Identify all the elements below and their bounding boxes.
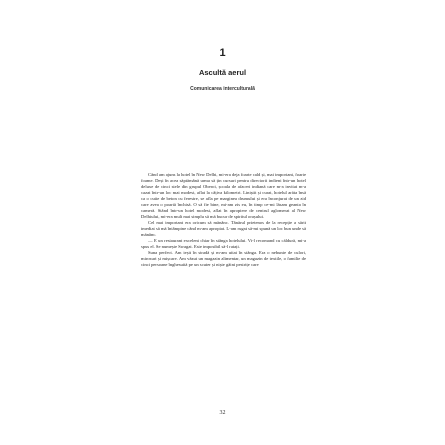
body-text: [141, 172, 306, 268]
paragraph: Suna perfect. Am ieșit în stradă și m-am uitat în stânga. Era o nebunie de culori, mirosuri și mișcare. Am văzut un magazin alimentar, un magazin de textile, o familie de cinci persoane înghesuită pe un scuter și niște găini pestrițe care: [141, 250, 306, 267]
chapter-number: 1: [219, 47, 226, 59]
page-number: 32: [219, 410, 226, 416]
paragraph: Cel mai important era oricum să mănânc. Tânărul prietenos de la recepție a sărit imediat să mă întâmpine când m-am apropiat. L-am rugat să-mi spună un loc bun unde să mănânc.: [141, 220, 306, 237]
paragraph: Când am ajuns la hotel în New Delhi, mi-era deja foarte cald și, mai important, foarte foame. Deși în acea săptămână urma să țin cursuri pentru directorii indieni într-un hotel deluxe de cinci stele din grupul Oberoi, școala de afaceri indiană care m-a invitat m-a cazat într-un loc mai modest, aflat la câțiva kilometri. Liniștit și curat, hotelul arăta însă ca o cutie de beton cu ferestre, se afla pe marginea drumului și era înconjurat de un zid care avea o poartă închisă. O să fie bine, mi-am zis eu, în timp ce-mi lăsam geanta în cameră. Stând într-un hotel modest, aflat în apropiere de centrul aglomerat al New Delhiului, mi-era mult mai simplu să mă bucur de spiritul orașului.: [141, 172, 306, 219]
chapter-subtitle: Comunicarea interculturală: [190, 86, 255, 92]
paragraph: — E un restaurant excelent chiar în stânga hotelului. Vi-l recomand cu căldură, mi-a spus el. Se numește Swagat. Este imposibil să-l ratați.: [141, 238, 306, 249]
chapter-title: Ascultă aerul: [198, 68, 247, 77]
